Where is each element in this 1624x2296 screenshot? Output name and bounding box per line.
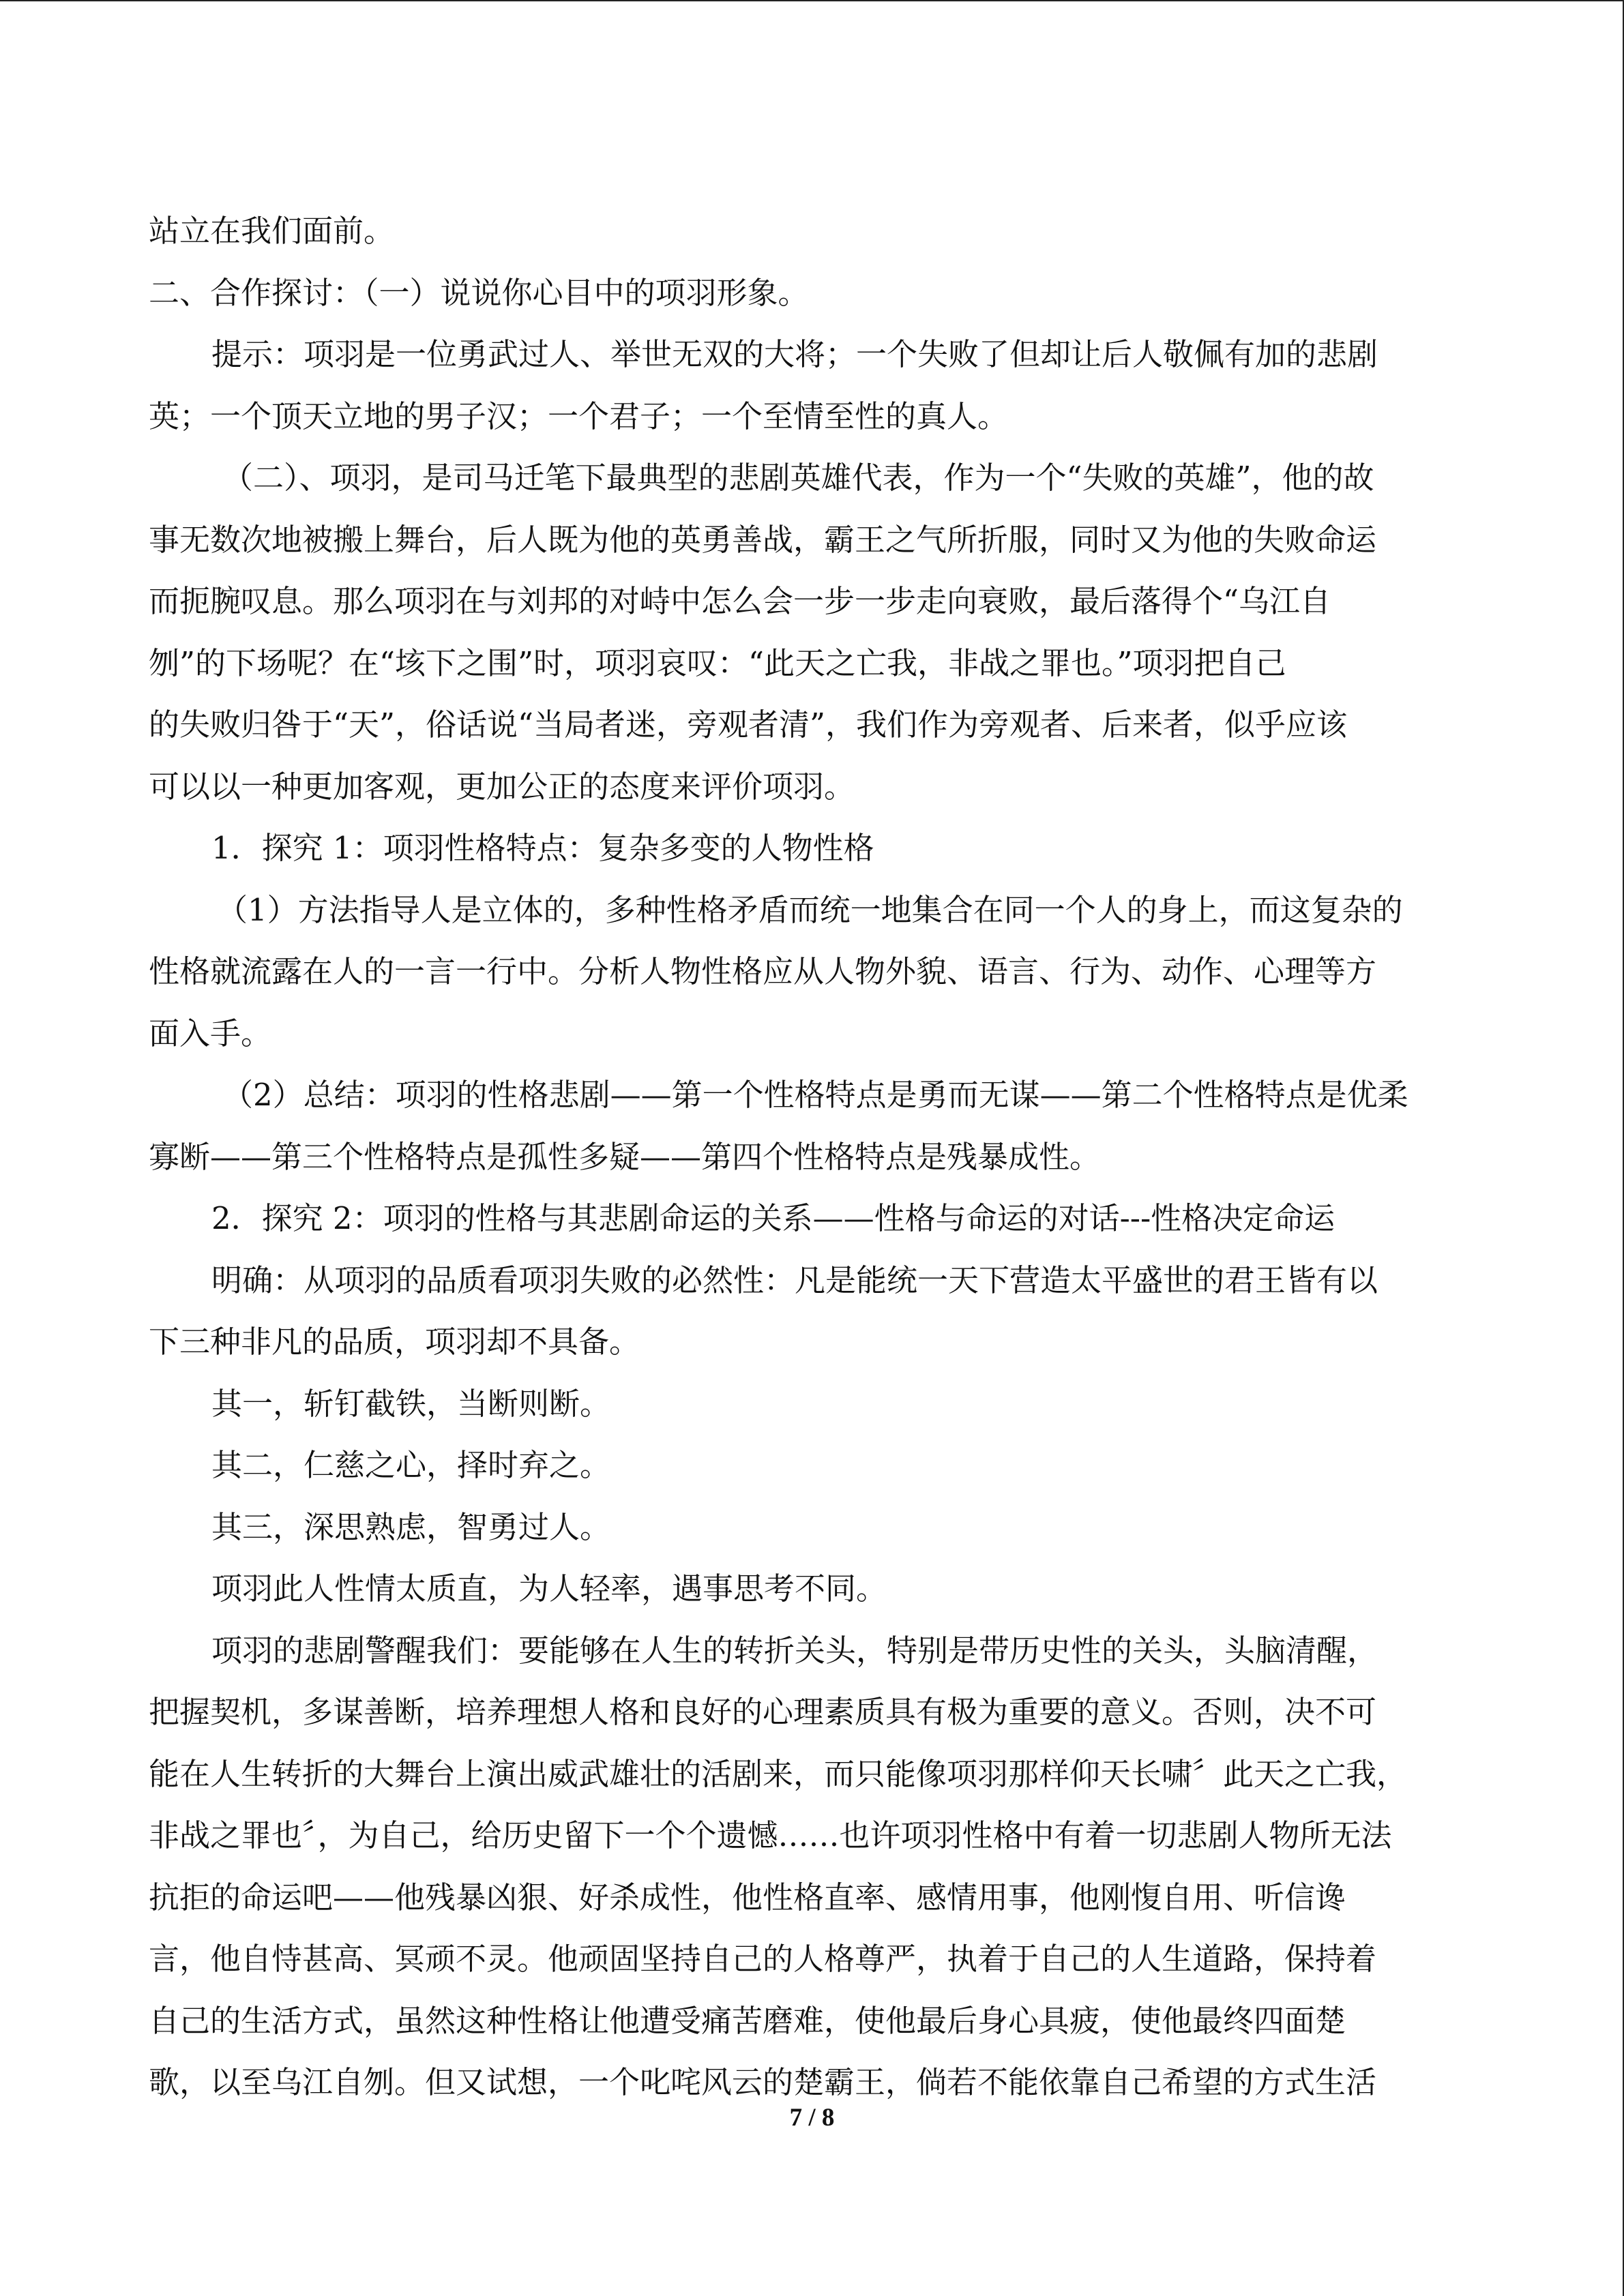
text-line: 刎”的下场呢？在“垓下之围”时，项羽哀叹：“此天之亡我，非战之罪也。”项羽把自己 bbox=[149, 644, 1286, 681]
text-line: 事无数次地被搬上舞台，后人既为他的英勇善战，霸王之气所折服，同时又为他的失败命运 bbox=[149, 521, 1377, 558]
body-text bbox=[149, 200, 1479, 2114]
text-line: 站立在我们面前。 bbox=[149, 213, 395, 249]
text-line: 把握契机，多谋善断，培养理想人格和良好的心理素质具有极为重要的意义。否则，决不可 bbox=[149, 1694, 1377, 1730]
text-line: 其一，斩钉截铁，当断则断。 bbox=[211, 1385, 611, 1422]
text-line: 言，他自恃甚高、冥顽不灵。他顽固坚持自己的人格尊严，执着于自己的人生道路，保持着 bbox=[149, 1941, 1377, 1977]
page-number: 7 / 8 bbox=[789, 2104, 835, 2132]
text-line: 项羽此人性情太质直，为人轻率，遇事思考不同。 bbox=[211, 1570, 887, 1607]
text-line: 项羽的悲剧警醒我们：要能够在人生的转折关头，特别是带历史性的关头，头脑清醒， bbox=[211, 1632, 1378, 1669]
text-line: 其三，深思熟虑，智勇过人。 bbox=[211, 1508, 611, 1545]
subsection-heading: 1．探究 1：项羽性格特点：复杂多变的人物性格 bbox=[211, 830, 874, 866]
section-heading: 二、合作探讨：（一）说说你心目中的项羽形象。 bbox=[149, 274, 809, 311]
text-line: 的失败归咎于“天”，俗话说“当局者迷，旁观者清”，我们作为旁观者、后来者，似乎应该 bbox=[149, 706, 1348, 743]
text-line: 歌，以至乌江自刎。但又试想，一个叱咤风云的楚霸王，倘若不能依靠自己希望的方式生活 bbox=[149, 2064, 1377, 2100]
text-line: 自己的生活方式，虽然这种性格让他遭受痛苦磨难，使他最后身心具疲，使他最终四面楚 bbox=[149, 2002, 1346, 2039]
text-line: 提示：项羽是一位勇武过人、举世无双的大将；一个失败了但却让后人敬佩有加的悲剧 bbox=[211, 336, 1378, 372]
subsection-heading: 2．探究 2：项羽的性格与其悲剧命运的关系——性格与命运的对话---性格决定命运 bbox=[211, 1200, 1335, 1236]
text-line: 寡断——第三个性格特点是孤性多疑——第四个性格特点是残暴成性。 bbox=[149, 1138, 1101, 1175]
text-line: （2）总结：项羽的性格悲剧——第一个性格特点是勇而无谋——第二个性格特点是优柔 bbox=[222, 1077, 1408, 1113]
text-line: 其二，仁慈之心，择时弃之。 bbox=[211, 1447, 611, 1483]
text-line: 英；一个顶天立地的男子汉；一个君子；一个至情至性的真人。 bbox=[149, 398, 1009, 434]
text-line: （1）方法指导人是立体的，多种性格矛盾而统一地集合在同一个人的身上，而这复杂的 bbox=[217, 891, 1403, 928]
text-line: 下三种非凡的品质，项羽却不具备。 bbox=[149, 1324, 640, 1360]
text-line: 性格就流露在人的一言一行中。分析人物性格应从人物外貌、语言、行为、动作、心理等方 bbox=[149, 953, 1377, 989]
text-line: （二）、项羽，是司马迁笔下最典型的悲剧英雄代表，作为一个“失败的英雄”，他的故 bbox=[222, 460, 1374, 496]
text-line: 抗拒的命运吧——他残暴凶狠、好杀成性，他性格直率、感情用事，他刚愎自用、听信谗 bbox=[149, 1879, 1346, 1915]
text-line: 明确：从项羽的品质看项羽失败的必然性：凡是能统一天下营造太平盛世的君王皆有以 bbox=[211, 1262, 1378, 1298]
text-line: 非战之罪也〞，为自己，给历史留下一个个遗憾……也许项羽性格中有着一切悲剧人物所无法 bbox=[149, 1817, 1392, 1853]
text-line: 而扼腕叹息。那么项羽在与刘邦的对峙中怎么会一步一步走向衰败，最后落得个“乌江自 bbox=[149, 583, 1331, 619]
text-line: 可以以一种更加客观，更加公正的态度来评价项羽。 bbox=[149, 768, 855, 805]
text-line: 能在人生转折的大舞台上演出威武雄壮的活剧来，而只能像项羽那样仰天长啸〞此天之亡我， bbox=[149, 1755, 1408, 1792]
text-line: 面入手。 bbox=[149, 1015, 272, 1052]
